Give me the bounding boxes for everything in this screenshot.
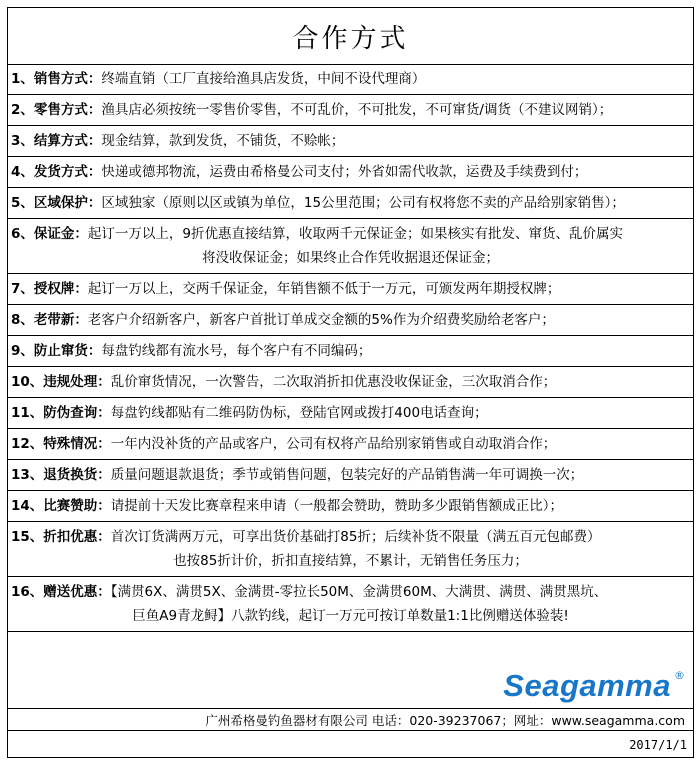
term-number: 7、 [11, 281, 34, 297]
term-number: 11、 [11, 405, 44, 421]
term-row [8, 95, 693, 126]
term-label: 保证金： [33, 226, 88, 242]
term-label: 防伪查询： [43, 405, 111, 421]
term-label: 防止窜货： [33, 343, 102, 359]
term-text: 每盘钓线都贴有二维码防伪标，登陆官网或拨打400电话查询； [110, 405, 488, 421]
term-row [8, 491, 693, 522]
term-number: 16、 [11, 584, 44, 600]
term-label: 特殊情况： [43, 436, 111, 452]
term-row [8, 64, 693, 95]
term-text: 区域独家（原则以区或镇为单位，15公里范围；公司有权将您不卖的产品给别家销售）； [101, 195, 625, 211]
term-text: 每盘钓线都有流水号，每个客户有不同编码； [101, 343, 372, 359]
term-text: 快递或德邦物流，运费由希格曼公司支付；外省如需代收款，运费及手续费到付； [101, 164, 588, 180]
term-row [8, 305, 693, 336]
term-number: 9、 [11, 343, 34, 359]
page-title: 合作方式 [292, 23, 409, 54]
term-label: 比赛赞助： [43, 498, 111, 514]
term-label: 老带新： [33, 312, 88, 328]
term-number: 2、 [11, 102, 34, 118]
date-row [8, 730, 693, 759]
term-text: 起订一万以上，交两千保证金，年销售额不低于一万元，可颁发两年期授权牌； [87, 281, 561, 297]
term-label: 结算方式： [33, 133, 102, 149]
term-label: 区域保护： [33, 195, 102, 211]
term-number: 1、 [11, 71, 34, 87]
term-number: 3、 [11, 133, 34, 149]
brand-logo: Seagamma [503, 668, 671, 703]
company-contact: 广州希格曼钓鱼器材有限公司 电话：020-39237067；网址：www.seagamma.com [205, 713, 685, 728]
term-label: 授权牌： [33, 281, 88, 297]
term-text-continued: 巨鱼A9青龙鲟】八款钓线，起订一万元可按订单数量1:1比例赠送体验装! [132, 608, 569, 624]
document-date: 2017/1/1 [629, 738, 687, 752]
term-label: 违规处理： [43, 374, 111, 390]
term-text: 终端直销（工厂直接给渔具店发货，中间不设代理商） [101, 71, 426, 87]
term-label: 折扣优惠： [43, 529, 111, 545]
term-number: 13、 [11, 467, 44, 483]
term-text: 请提前十天发比赛章程来申请（一般都会赞助，赞助多少跟销售额成正比）； [110, 498, 564, 514]
term-row [8, 219, 693, 274]
term-text: 【满贯6X、满贯5X、金满贯-零拉长50M、金满贯60M、大满贯、满贯、满贯黑坑、 [110, 584, 608, 600]
term-text: 一年内没补货的产品或客户，公司有权将产品给别家销售或自动取消合作； [110, 436, 557, 452]
registered-mark: ® [674, 669, 685, 682]
term-text: 现金结算，款到发货，不铺货，不赊帐； [101, 133, 345, 149]
term-number: 6、 [11, 226, 34, 242]
term-number: 10、 [11, 374, 44, 390]
term-label: 发货方式： [33, 164, 102, 180]
term-row [8, 398, 693, 429]
term-text-continued: 也按85折计价，折扣直接结算，不累计，无销售任务压力； [173, 553, 528, 569]
term-row [8, 188, 693, 219]
term-row [8, 157, 693, 188]
term-row [8, 460, 693, 491]
term-row [8, 126, 693, 157]
term-text: 老客户介绍新客户，新客户首批订单成交金额的5%作为介绍费奖励给老客户； [87, 312, 555, 328]
term-text: 乱价窜货情况，一次警告，二次取消折扣优惠没收保证金，三次取消合作； [110, 374, 557, 390]
term-label: 退货换货： [43, 467, 111, 483]
term-number: 12、 [11, 436, 44, 452]
term-text-continued: 将没收保证金；如果终止合作凭收据退还保证金； [202, 250, 499, 266]
term-text: 质量问题退款退货；季节或销售问题，包装完好的产品销售满一年可调换一次； [110, 467, 584, 483]
term-text: 首次订货满两万元，可享出货价基础打85折；后续补货不限量（满五百元包邮费） [110, 529, 601, 545]
term-row [8, 274, 693, 305]
logo-row [8, 664, 693, 709]
cooperation-sheet [7, 7, 694, 758]
term-row [8, 336, 693, 367]
term-number: 5、 [11, 195, 34, 211]
term-row [8, 577, 693, 632]
term-label: 零售方式： [33, 102, 102, 118]
term-number: 8、 [11, 312, 34, 328]
term-row [8, 367, 693, 398]
term-number: 4、 [11, 164, 34, 180]
term-row [8, 522, 693, 577]
term-row [8, 429, 693, 460]
term-text: 起订一万以上，9折优惠直接结算，收取两千元保证金；如果核实有批发、窜货、乱价属实 [87, 226, 623, 242]
term-label: 销售方式： [33, 71, 102, 87]
term-number: 14、 [11, 498, 44, 514]
term-number: 15、 [11, 529, 44, 545]
term-text: 渔具店必须按统一零售价零售，不可乱价，不可批发，不可窜货/调货（不建议网销）； [101, 102, 613, 118]
term-label: 赠送优惠： [43, 584, 111, 600]
title-row [8, 8, 693, 65]
